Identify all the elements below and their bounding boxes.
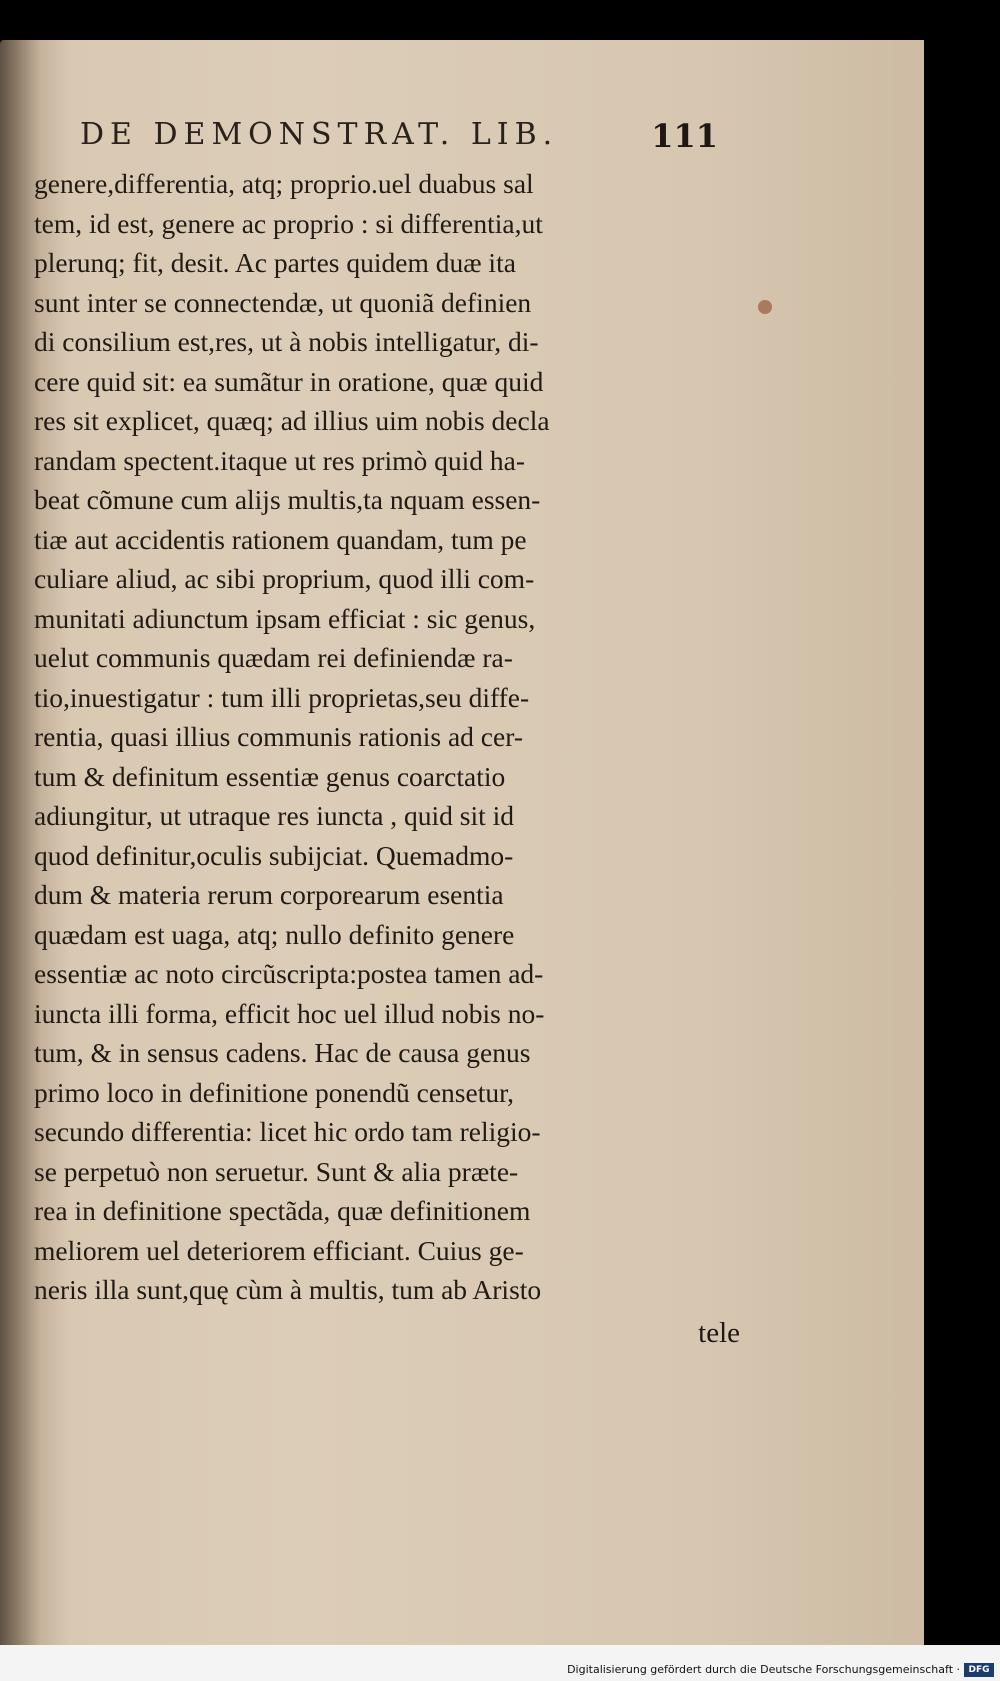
text-line: randam spectent.itaque ut res primò quid ha-: [34, 444, 526, 476]
text-line: quod definitur,oculis subijciat. Quemadmo-: [34, 839, 514, 871]
text-line: tum & definitum essentiæ genus coarctatio: [34, 760, 506, 792]
text-line: tiæ aut accidentis rationem quandam, tum pe: [34, 523, 527, 555]
text-line: plerunq; fit, desit. Ac partes quidem duæ ita: [34, 247, 516, 278]
text-line: quædam est uaga, atq; nullo definito genere: [34, 918, 515, 950]
text-line: res sit explicet, quæq; ad illius uim nobis decla: [34, 405, 550, 436]
text-line: munitati adiunctum ipsam efficiat : sic genus,: [34, 602, 536, 634]
text-line: primo loco in definitione ponendũ censetur,: [34, 1076, 515, 1108]
paper-stain: [758, 300, 772, 314]
text-line: tio,inuestigatur : tum illi proprietas,seu diffe-: [34, 681, 530, 713]
text-line: meliorem uel deteriorem efficiant. Cuius ge-: [34, 1234, 524, 1266]
text-line: neris illa sunt,quę cùm à multis, tum ab Aristo: [34, 1274, 542, 1305]
text-line: uelut communis quædam rei definiendæ ra-: [34, 642, 513, 673]
text-line: cere quid sit: ea sumãtur in oratione, quæ quid: [34, 365, 544, 397]
page-number: 111: [651, 117, 718, 155]
text-line: rea in definitione spectãda, quæ definitionem: [34, 1195, 531, 1226]
body-text: [34, 164, 714, 1310]
dfg-logo: DFG: [964, 1663, 994, 1677]
text-line: se perpetuò non seruetur. Sunt & alia præte-: [34, 1155, 519, 1187]
scan-margin-right: [924, 40, 1000, 1645]
text-line: secundo differentia: licet hic ordo tam religio-: [34, 1116, 541, 1147]
footer-credit: Digitalisierung gefördert durch die Deutsche Forschungsgemeinschaft ·: [567, 1663, 960, 1676]
text-line: rentia, quasi illius communis rationis ad cer-: [34, 721, 523, 752]
text-line: sunt inter se connectendæ, ut quoniã definien: [34, 286, 532, 318]
catchword: tele: [698, 1317, 740, 1349]
text-line: iuncta illi forma, efficit hoc uel illud nobis no-: [34, 997, 545, 1029]
text-line: beat cõmune cum alijs multis,ta nquam essen-: [34, 484, 541, 515]
text-line: dum & materia rerum corporearum esentia: [34, 879, 504, 910]
text-line: genere,differentia, atq; proprio.uel duabus sal: [34, 168, 534, 199]
text-line: essentiæ ac noto circũscripta:postea tamen ad-: [34, 958, 544, 989]
text-line: culiare aliud, ac sibi proprium, quod illi com-: [34, 563, 535, 594]
text-line: tum, & in sensus cadens. Hac de causa genus: [34, 1037, 531, 1068]
text-line: adiungitur, ut utraque res iuncta , quid sit id: [34, 800, 515, 831]
text-line: tem, id est, genere ac proprio : si differentia,ut: [34, 207, 543, 239]
running-head: DE DEMONSTRAT. LIB.: [80, 117, 559, 152]
text-line: di consilium est,res, ut à nobis intelligatur, di-: [34, 326, 539, 357]
